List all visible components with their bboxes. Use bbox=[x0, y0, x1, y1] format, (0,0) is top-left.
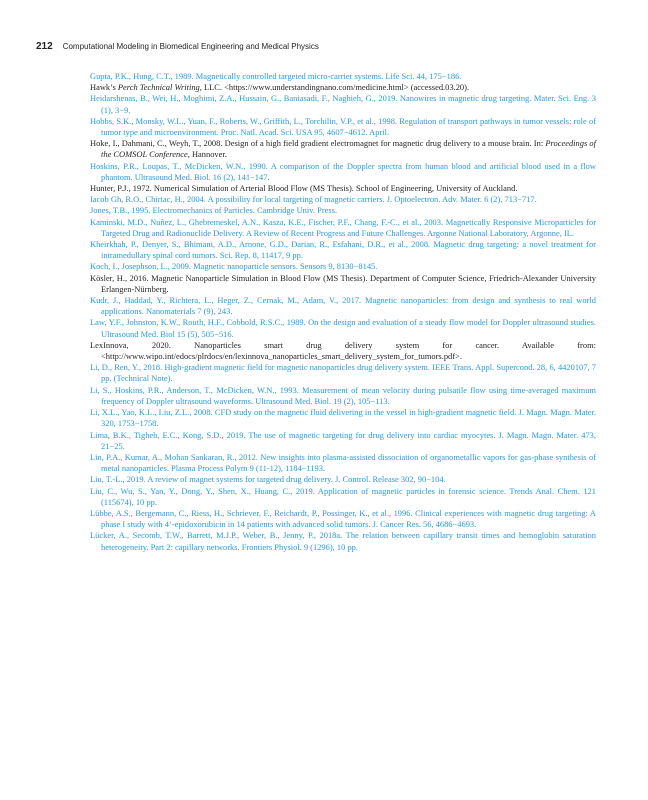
reference-entry[interactable] bbox=[90, 217, 596, 239]
reference-text: Hobbs, S.K., Monsky, W.L., Yuan, F., Roberts, W., Griffith, L., Torchilin, V.P., et al., 1998. Regulation of transport pathways in tumor vessels: role of tumor type and microenvironment. Proc. Natl. Acad. Sci. USA 95, 4607−4612. April. bbox=[90, 115, 596, 138]
reference-text: Jones, T.B., 1995. Electromechanics of Particles. Cambridge Univ. Press. bbox=[90, 205, 338, 216]
reference-text: Kheirkhah, P., Denyer, S., Bhimani, A.D., Arnone, G.D., Darian, R., Esfahani, D.R., et al., 2008. Magnetic drug targeting: a novel treatment for intramedullary spinal cord tumors. Sci. Rep. 8, 11417, 9 pp. bbox=[90, 239, 596, 261]
reference-entry bbox=[90, 183, 596, 194]
reference-text: Liu, T.-L., 2019. A review of magnet systems for targeted drug delivery. J. Control. Release 302, 90−104. bbox=[90, 474, 446, 485]
page-number: 212 bbox=[36, 41, 53, 52]
reference-text: Li, D., Ren, Y., 2018. High-gradient magnetic field for magnetic nanoparticles drug delivery system. IEEE Trans. Appl. Supercond. 28, 6, 4420107, 7 pp. (Technical Note). bbox=[90, 362, 596, 384]
reference-entry[interactable] bbox=[90, 452, 596, 474]
reference-text: Lin, P.A., Kumar, A., Mohan Sankaran, R., 2012. New insights into plasma-assisted dissociation of organometallic vapors for gas-phase synthesis of metal nanoparticles. Plasma Process Polym 9 (11-12), 1184−1193. bbox=[90, 451, 596, 474]
reference-italic-title: Perch Technical Writing bbox=[117, 82, 200, 93]
reference-entry[interactable] bbox=[90, 239, 596, 261]
reference-text-before: Hawk’s bbox=[90, 82, 118, 93]
reference-text: Kudr, J., Haddad, Y., Richtera, L., Heger, Z., Cernak, M., Adam, V., 2017. Magnetic nanoparticles: from design and synthesis to real world applications. Nanomaterials 7 (9), 243. bbox=[90, 295, 596, 317]
reference-entry bbox=[90, 340, 596, 362]
reference-entry[interactable] bbox=[90, 71, 596, 82]
reference-entry bbox=[90, 273, 596, 295]
reference-entry[interactable] bbox=[90, 295, 596, 317]
reference-entry[interactable] bbox=[90, 407, 596, 429]
reference-text: Heidarshenas, B., Wei, H., Moghimi, Z.A., Hussain, G., Baniasadi, F., Naghieh, G., 2019. Nanowires in magnetic drug targeting. Mater. Sci. Eng. 3 (1), 3−9. bbox=[90, 93, 596, 115]
reference-text-after: , LLC. <https://www.understandingnano.com/medicine.html> (accessed.03.20). bbox=[199, 82, 470, 93]
reference-text: Kaminski, M.D., Nuñez, L., Ghebremeskel, A.N., Kasza, K.E., Fischer, P.F., Chang, F.-C., et al., 2003. Magnetically Responsive Microparticles for Targeted Drug and Radionuclide Delivery. A Review of Recent Progress and Future Challenges. Argonne National Laboratory, Argonne, IL. bbox=[90, 216, 596, 238]
reference-text: Hunter, P.J., 1972. Numerical Simulation of Arterial Blood Flow (MS Thesis). School of Engineering, University of Auckland. bbox=[90, 183, 518, 194]
reference-entry[interactable] bbox=[90, 116, 596, 138]
reference-entry[interactable] bbox=[90, 161, 596, 183]
reference-text: Law, Y.F., Johnston, K.W., Routh, H.F., Cobbold, R.S.C., 1989. On the design and evaluation of a steady flow model for Doppler ultrasound studies. Ultrasound Med. Biol 15 (5), 505−516. bbox=[90, 317, 596, 339]
reference-entry[interactable] bbox=[90, 486, 596, 508]
reference-entry[interactable] bbox=[90, 474, 596, 485]
reference-entry[interactable] bbox=[90, 317, 596, 339]
reference-entry[interactable] bbox=[90, 261, 596, 272]
reference-entry[interactable] bbox=[90, 93, 596, 115]
reference-text: Li, X.L., Yao, K.L., Liu, Z.L., 2008. CFD study on the magnetic fluid delivering in the vessel in high-gradient magnetic field. J. Magn. Magn. Mater. 320, 1753−1758. bbox=[90, 407, 596, 429]
reference-entry[interactable] bbox=[90, 194, 596, 205]
reference-text-after: , Hannover. bbox=[187, 149, 227, 160]
reference-text: Iacob Gh, R.O., Chiriac, H., 2004. A possibility for local targeting of magnetic carriers. J. Optoelectron. Adv. Mater. 6 (2), 713−717. bbox=[90, 194, 537, 205]
reference-entry[interactable] bbox=[90, 385, 596, 407]
running-header bbox=[36, 41, 596, 55]
reference-text: Liu, C., Wu, S., Yan, Y., Dong, Y., Shen, X., Huang, C., 2019. Application of magnetic particles in forensic science. Trends Anal. Chem. 121 (115674), 10 pp. bbox=[90, 485, 596, 507]
reference-text: Kösler, H., 2016. Magnetic Nanoparticle Simulation in Blood Flow (MS Thesis). Department of Computer Science, Friedrich-Alexander University Erlangen-Nürnberg. bbox=[90, 272, 596, 294]
reference-entry[interactable] bbox=[90, 530, 596, 552]
reference-entry[interactable] bbox=[90, 362, 596, 384]
reference-entry[interactable] bbox=[90, 205, 596, 216]
reference-text: LexInnova, 2020. Nanoparticles smart drug delivery system for cancer. Available from: <http://www.wipo.int/edocs/plrdocs/en/lexinnova_nanoparticles_smart_delivery_system_for_tumors.pdf>. bbox=[90, 339, 596, 362]
reference-text: Lima, B.K., Tigheb, E.C., Kong, S.D., 2019. The use of magnetic targeting for drug delivery into cardiac myocytes. J. Magn. Magn. Mater. 473, 21−25. bbox=[90, 429, 596, 451]
reference-text-before: Hoke, I., Dahmani, C., Weyh, T., 2008. Design of a high field gradient electromagnet for magnetic drug delivery to a mouse brain. In: bbox=[90, 138, 546, 149]
reference-entry bbox=[90, 138, 596, 160]
reference-text: Li, S., Hoskins, P.R., Anderson, T., McDicken, W.N., 1993. Measurement of mean velocity during pulsatile flow using time-averaged maximum frequency of Doppler ultrasound waveforms. Ultrasound Med. Biol. 19 (2), 105−113. bbox=[90, 384, 596, 406]
running-title: Computational Modeling in Biomedical Engineering and Medical Physics bbox=[62, 42, 319, 51]
reference-italic-title: Proceedings of the COMSOL Conference bbox=[101, 138, 596, 160]
reference-text: Hoskins, P.R., Loupas, T., McDicken, W.N., 1990. A comparison of the Doppler spectra from human blood and artificial blood used in a flow phantom. Ultrasound Med. Biol. 16 (2), 141−147. bbox=[90, 160, 596, 182]
reference-text: Lübbe, A.S., Bergemann, C., Riess, H., Schriever, F., Reichardt, P., Possinger, K., et al., 1996. Clinical experiences with magnetic drug targeting: A phase I study with 4’-epidoxorubicin in 14 patients with advanced solid tumors. J. Cancer Res. 56, 4686−4693. bbox=[90, 507, 596, 530]
reference-text: Lücker, A., Secomb, T.W., Barrett, M.J.P., Weber, B., Jenny, P., 2018a. The relation between capillary transit times and hemoglobin saturation heterogeneity. Part 2: capillary networks. Frontiers Physiol. 9 (1296), 10 pp. bbox=[90, 530, 596, 552]
reference-entry bbox=[90, 82, 596, 93]
reference-text: Koch, I., Josephson, L., 2009. Magnetic nanoparticle sensors. Sensors 9, 8130−8145. bbox=[90, 261, 378, 272]
reference-entry[interactable] bbox=[90, 430, 596, 452]
reference-text: Gupta, P.K., Hung, C.T., 1989. Magnetically controlled targeted micro-carrier systems. Life Sci. 44, 175−186. bbox=[90, 71, 462, 81]
reference-entry[interactable] bbox=[90, 508, 596, 530]
reference-list bbox=[90, 71, 596, 553]
